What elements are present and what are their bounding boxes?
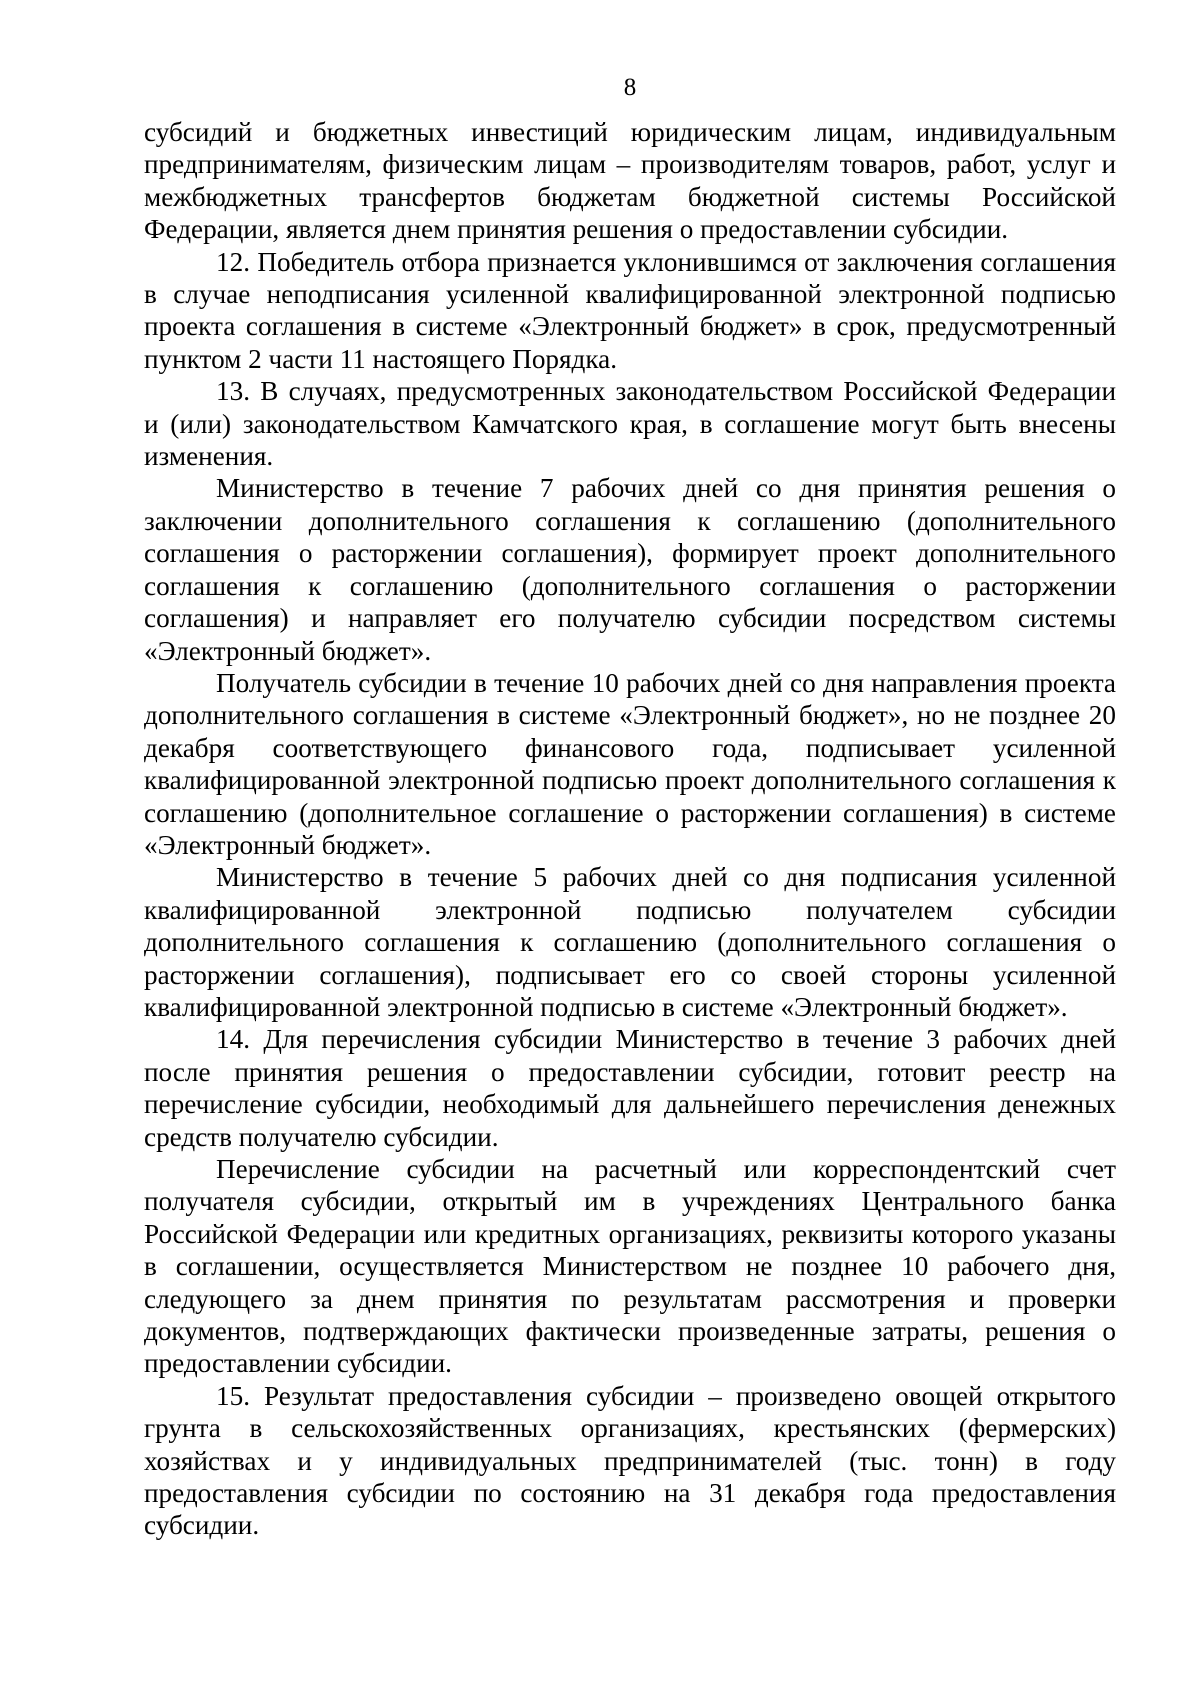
document-body xyxy=(144,116,1116,1542)
paragraph-clause-15: 15. Результат предоставления субсидии – произведено овощей открытого грунта в сельскохозяйственных организациях, крестьянских (фермерских) хозяйствах и у индивидуальных предпринимателей (тыс. тонн) в году предоставления субсидии по состоянию на 31 декабря года предоставления субсидии. xyxy=(144,1380,1116,1541)
paragraph: Министерство в течение 7 рабочих дней со дня принятия решения о заключении дополнительного соглашения к соглашению (дополнительного соглашения о расторжении соглашения), формирует проект дополнительного соглашения к соглашению (дополнительного соглашения о расторжении соглашения) и направляет его получателю субсидии посредством системы «Электронный бюджет». xyxy=(144,473,1116,666)
paragraph-clause-12: 12. Победитель отбора признается уклонившимся от заключения соглашения в случае неподписания усиленной квалифицированной электронной подписью проекта соглашения в системе «Электронный бюджет» в срок, предусмотренный пунктом 2 части 11 настоящего Порядка. xyxy=(144,246,1116,374)
paragraph: Получатель субсидии в течение 10 рабочих дней со дня направления проекта дополнительного соглашения в системе «Электронный бюджет», но не позднее 20 декабря соответствующего финансового года, подписывает усиленной квалифицированной электронной подписью проект дополнительного соглашения к соглашению (дополнительное соглашение о расторжении соглашения) в системе «Электронный бюджет». xyxy=(144,667,1116,860)
paragraph-clause-13: 13. В случаях, предусмотренных законодательством Российской Федерации и (или) законодательством Камчатского края, в соглашение могут быть внесены изменения. xyxy=(144,376,1116,472)
page-number: 8 xyxy=(623,74,637,101)
paragraph-clause-14: 14. Для перечисления субсидии Министерство в течение 3 рабочих дней после принятия решения о предоставлении субсидии, готовит реестр на перечисление субсидии, необходимый для дальнейшего перечисления денежных средств получателю субсидии. xyxy=(144,1024,1116,1152)
paragraph: Перечисление субсидии на расчетный или корреспондентский счет получателя субсидии, открытый им в учреждениях Центрального банка Российской Федерации или кредитных организациях, реквизиты которого указаны в соглашении, осуществляется Министерством не позднее 10 рабочего дня, следующего за днем принятия по результатам рассмотрения и проверки документов, подтверждающих фактически произведенные затраты, решения о предоставлении субсидии. xyxy=(144,1154,1116,1379)
paragraph: Министерство в течение 5 рабочих дней со дня подписания усиленной квалифицированной электронной подписью получателем субсидии дополнительного соглашения к соглашению (дополнительного соглашения о расторжении соглашения), подписывает его со своей стороны усиленной квалифицированной электронной подписью в системе «Электронный бюджет». xyxy=(144,862,1116,1022)
paragraph: субсидий и бюджетных инвестиций юридическим лицам, индивидуальным предпринимателям, физическим лицам – производителям товаров, работ, услуг и межбюджетных трансфертов бюджетам бюджетной системы Российской Федерации, является днем принятия решения о предоставлении субсидии. xyxy=(144,117,1116,245)
